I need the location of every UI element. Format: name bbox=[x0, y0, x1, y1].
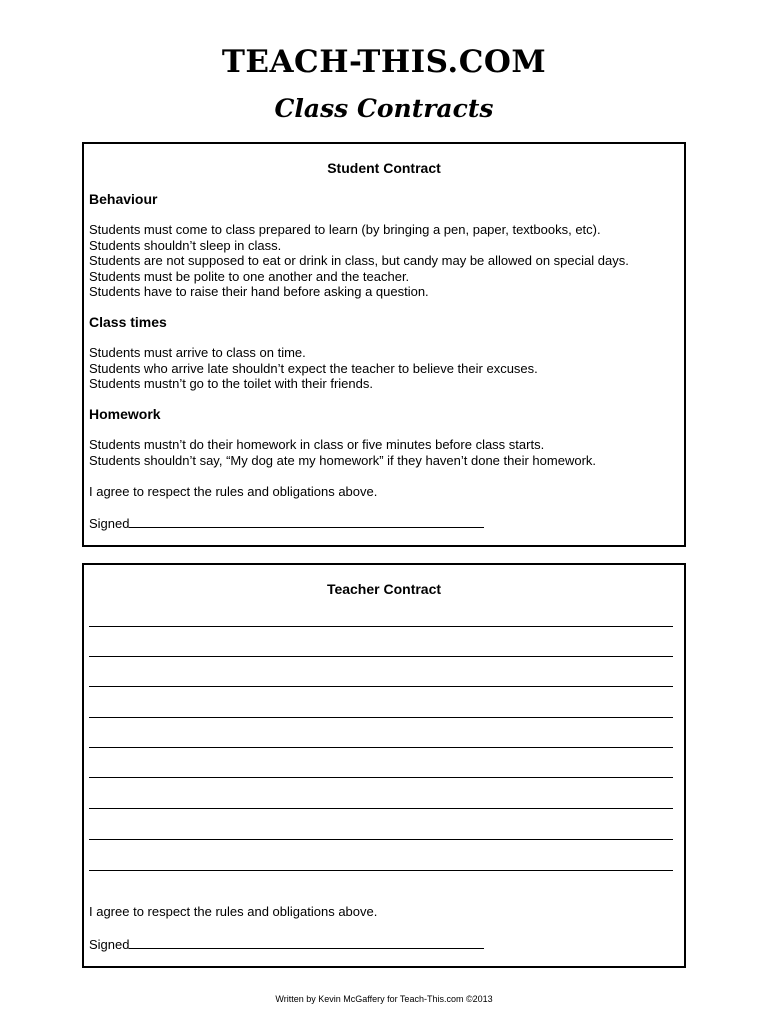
teacher-signature-line[interactable] bbox=[129, 935, 484, 949]
signed-label: Signed bbox=[89, 937, 130, 952]
teacher-signature-row bbox=[89, 935, 484, 952]
rule-line: Students who arrive late shouldn’t expect the teacher to believe their excuses. bbox=[89, 360, 538, 376]
rule-line: Students must be polite to one another and the teacher. bbox=[89, 268, 410, 284]
section-heading-behaviour: Behaviour bbox=[89, 191, 158, 207]
teacher-agreement-text: I agree to respect the rules and obligations above. bbox=[89, 904, 378, 919]
section-heading-homework: Homework bbox=[89, 406, 161, 422]
teacher-contract-heading: Teacher Contract bbox=[326, 581, 442, 597]
rule-line: Students mustn’t do their homework in class or five minutes before class starts. bbox=[89, 437, 545, 452]
teacher-rule-write-line[interactable] bbox=[89, 747, 673, 748]
student-signature-row bbox=[89, 514, 484, 531]
page-title: Class Contracts bbox=[274, 94, 494, 123]
rule-line: Students have to raise their hand before asking a question. bbox=[89, 284, 429, 299]
teacher-rule-write-line[interactable] bbox=[89, 686, 673, 687]
teacher-rule-write-line[interactable] bbox=[89, 808, 673, 809]
signed-label: Signed bbox=[89, 516, 130, 531]
student-contract-heading: Student Contract bbox=[327, 160, 441, 176]
teacher-rule-write-line[interactable] bbox=[89, 717, 673, 718]
behaviour-rules bbox=[89, 222, 629, 300]
teacher-contract-box bbox=[82, 563, 686, 968]
rule-line: Students must arrive to class on time. bbox=[89, 345, 306, 360]
section-heading-class-times: Class times bbox=[89, 314, 167, 330]
teacher-rule-write-line[interactable] bbox=[89, 777, 673, 778]
site-title: TEACH-THIS.COM bbox=[221, 44, 547, 80]
rule-line: Students shouldn’t say, “My dog ate my homework” if they haven’t done their homework. bbox=[89, 452, 597, 468]
rule-line: Students shouldn’t sleep in class. bbox=[89, 237, 282, 253]
teacher-rule-write-line[interactable] bbox=[89, 656, 673, 657]
teacher-rule-write-line[interactable] bbox=[89, 626, 673, 627]
teacher-rule-write-line[interactable] bbox=[89, 870, 673, 871]
student-signature-line[interactable] bbox=[129, 514, 484, 528]
rule-line: Students are not supposed to eat or drink in class, but candy may be allowed on special days. bbox=[89, 253, 629, 268]
homework-rules bbox=[89, 437, 596, 468]
student-contract-box bbox=[82, 142, 686, 547]
footer-credit: Written by Kevin McGaffery for Teach-This.com ©2013 bbox=[275, 994, 493, 1004]
student-agreement-text: I agree to respect the rules and obligations above. bbox=[89, 484, 378, 499]
class-times-rules bbox=[89, 345, 538, 392]
teacher-rule-write-line[interactable] bbox=[89, 839, 673, 840]
rule-line: Students must come to class prepared to learn (by bringing a pen, paper, textbooks, etc). bbox=[89, 222, 601, 237]
rule-line: Students mustn’t go to the toilet with their friends. bbox=[89, 376, 373, 391]
